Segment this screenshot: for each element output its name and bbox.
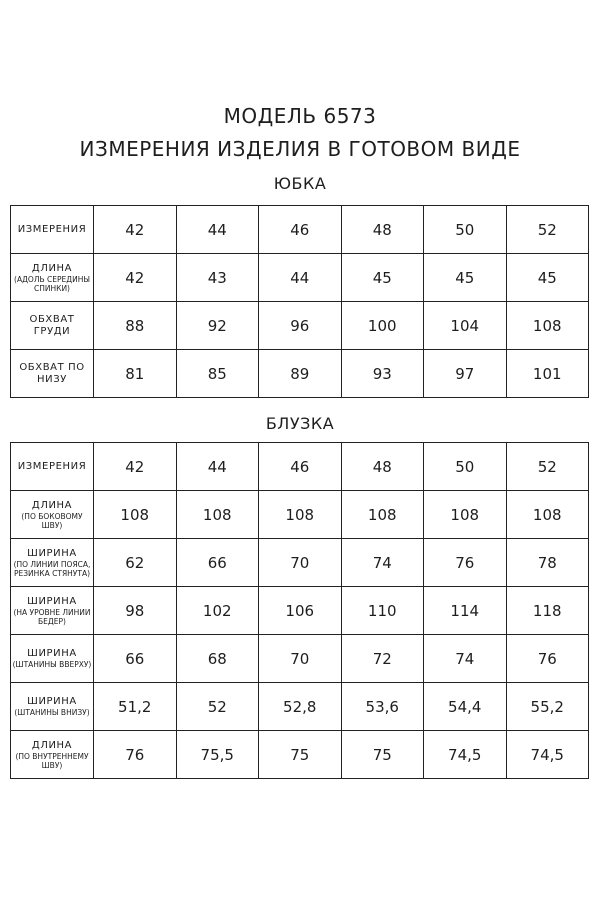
row-sublabel: (ПО ВНУТРЕННЕМУ ШВУ) bbox=[15, 751, 89, 770]
skirt-section-title: ЮБКА bbox=[273, 174, 327, 193]
row-sublabel: (ШТАНИНЫ ВНИЗУ) bbox=[14, 708, 90, 717]
row-label: ДЛИНА bbox=[31, 739, 73, 751]
table-cell: 114 bbox=[424, 587, 507, 635]
table-cell: 74 bbox=[424, 635, 507, 683]
table-cell: 42 bbox=[94, 206, 177, 254]
row-label: ДЛИНА bbox=[31, 262, 73, 274]
table-cell: 108 bbox=[506, 302, 589, 350]
table-cell: 46 bbox=[259, 443, 342, 491]
table-row bbox=[11, 635, 589, 683]
row-header bbox=[11, 491, 94, 539]
row-label: ИЗМЕРЕНИЯ bbox=[17, 223, 87, 235]
table-cell: 45 bbox=[341, 254, 424, 302]
table-cell: 108 bbox=[94, 491, 177, 539]
table-cell: 85 bbox=[176, 350, 259, 398]
table-cell: 75 bbox=[259, 731, 342, 779]
blouse-size-table bbox=[10, 442, 589, 779]
row-header bbox=[11, 302, 94, 350]
row-label: ШИРИНА bbox=[27, 595, 77, 607]
table-row bbox=[11, 539, 589, 587]
table-cell: 106 bbox=[259, 587, 342, 635]
table-cell: 45 bbox=[424, 254, 507, 302]
row-header bbox=[11, 443, 94, 491]
table-cell: 118 bbox=[506, 587, 589, 635]
table-cell: 74,5 bbox=[506, 731, 589, 779]
table-cell: 46 bbox=[259, 206, 342, 254]
table-cell: 98 bbox=[94, 587, 177, 635]
row-sublabel: (ШТАНИНЫ ВВЕРХУ) bbox=[12, 660, 92, 669]
row-header bbox=[11, 539, 94, 587]
table-cell: 92 bbox=[176, 302, 259, 350]
table-cell: 108 bbox=[424, 491, 507, 539]
table-cell: 101 bbox=[506, 350, 589, 398]
table-cell: 97 bbox=[424, 350, 507, 398]
table-cell: 50 bbox=[424, 206, 507, 254]
row-header bbox=[11, 635, 94, 683]
table-cell: 108 bbox=[506, 491, 589, 539]
table-cell: 44 bbox=[259, 254, 342, 302]
row-label: ШИРИНА bbox=[27, 648, 77, 659]
table-cell: 100 bbox=[341, 302, 424, 350]
row-header bbox=[11, 350, 94, 398]
table-cell: 50 bbox=[424, 443, 507, 491]
row-label: ОБХВАТ ГРУДИ bbox=[29, 313, 75, 337]
table-cell: 74 bbox=[341, 539, 424, 587]
table-cell: 66 bbox=[176, 539, 259, 587]
table-cell: 81 bbox=[94, 350, 177, 398]
table-cell: 74,5 bbox=[424, 731, 507, 779]
table-cell: 78 bbox=[506, 539, 589, 587]
table-cell: 93 bbox=[341, 350, 424, 398]
table-row bbox=[11, 302, 589, 350]
table-cell: 62 bbox=[94, 539, 177, 587]
table-cell: 104 bbox=[424, 302, 507, 350]
table-cell: 76 bbox=[424, 539, 507, 587]
model-title: МОДЕЛЬ 6573 bbox=[223, 104, 377, 128]
blouse-section-title: БЛУЗКА bbox=[265, 414, 335, 433]
table-cell: 48 bbox=[341, 443, 424, 491]
table-cell: 68 bbox=[176, 635, 259, 683]
table-row bbox=[11, 206, 589, 254]
row-label: ОБХВАТ ПО НИЗУ bbox=[19, 361, 85, 385]
row-header bbox=[11, 206, 94, 254]
table-cell: 43 bbox=[176, 254, 259, 302]
table-cell: 75,5 bbox=[176, 731, 259, 779]
table-cell: 53,6 bbox=[341, 683, 424, 731]
row-label: ШИРИНА bbox=[27, 547, 77, 559]
row-header bbox=[11, 254, 94, 302]
table-cell: 66 bbox=[94, 635, 177, 683]
table-cell: 44 bbox=[176, 206, 259, 254]
table-cell: 75 bbox=[341, 731, 424, 779]
table-cell: 70 bbox=[259, 635, 342, 683]
table-cell: 52 bbox=[176, 683, 259, 731]
table-cell: 42 bbox=[94, 254, 177, 302]
row-label: ШИРИНА bbox=[27, 696, 77, 707]
table-cell: 76 bbox=[506, 635, 589, 683]
table-cell: 88 bbox=[94, 302, 177, 350]
table-cell: 45 bbox=[506, 254, 589, 302]
table-row bbox=[11, 731, 589, 779]
row-header bbox=[11, 731, 94, 779]
table-cell: 54,4 bbox=[424, 683, 507, 731]
table-cell: 108 bbox=[341, 491, 424, 539]
table-row bbox=[11, 443, 589, 491]
table-cell: 55,2 bbox=[506, 683, 589, 731]
row-header bbox=[11, 683, 94, 731]
table-row bbox=[11, 350, 589, 398]
table-cell: 108 bbox=[176, 491, 259, 539]
table-cell: 70 bbox=[259, 539, 342, 587]
table-cell: 52,8 bbox=[259, 683, 342, 731]
row-label: ДЛИНА bbox=[31, 499, 73, 511]
table-cell: 110 bbox=[341, 587, 424, 635]
table-cell: 42 bbox=[94, 443, 177, 491]
table-cell: 102 bbox=[176, 587, 259, 635]
table-row bbox=[11, 683, 589, 731]
row-label: ИЗМЕРЕНИЯ bbox=[17, 460, 87, 472]
page-title: ИЗМЕРЕНИЯ ИЗДЕЛИЯ В ГОТОВОМ ВИДЕ bbox=[79, 137, 521, 161]
table-cell: 96 bbox=[259, 302, 342, 350]
table-cell: 72 bbox=[341, 635, 424, 683]
table-row bbox=[11, 254, 589, 302]
row-sublabel: (ПО ЛИНИИ ПОЯСА, РЕЗИНКА СТЯНУТА) bbox=[13, 559, 91, 578]
row-sublabel: (ПО БОКОВОМУ ШВУ) bbox=[21, 511, 83, 530]
table-cell: 48 bbox=[341, 206, 424, 254]
table-cell: 52 bbox=[506, 206, 589, 254]
table-row bbox=[11, 587, 589, 635]
row-sublabel: (АДОЛЬ СЕРЕДИНЫ СПИНКИ) bbox=[14, 274, 90, 293]
table-cell: 76 bbox=[94, 731, 177, 779]
table-row bbox=[11, 491, 589, 539]
row-header bbox=[11, 587, 94, 635]
table-cell: 52 bbox=[506, 443, 589, 491]
skirt-size-table bbox=[10, 205, 589, 398]
table-cell: 108 bbox=[259, 491, 342, 539]
table-cell: 51,2 bbox=[94, 683, 177, 731]
table-cell: 44 bbox=[176, 443, 259, 491]
table-cell: 89 bbox=[259, 350, 342, 398]
row-sublabel: (НА УРОВНЕ ЛИНИИ БЕДЕР) bbox=[13, 607, 91, 626]
